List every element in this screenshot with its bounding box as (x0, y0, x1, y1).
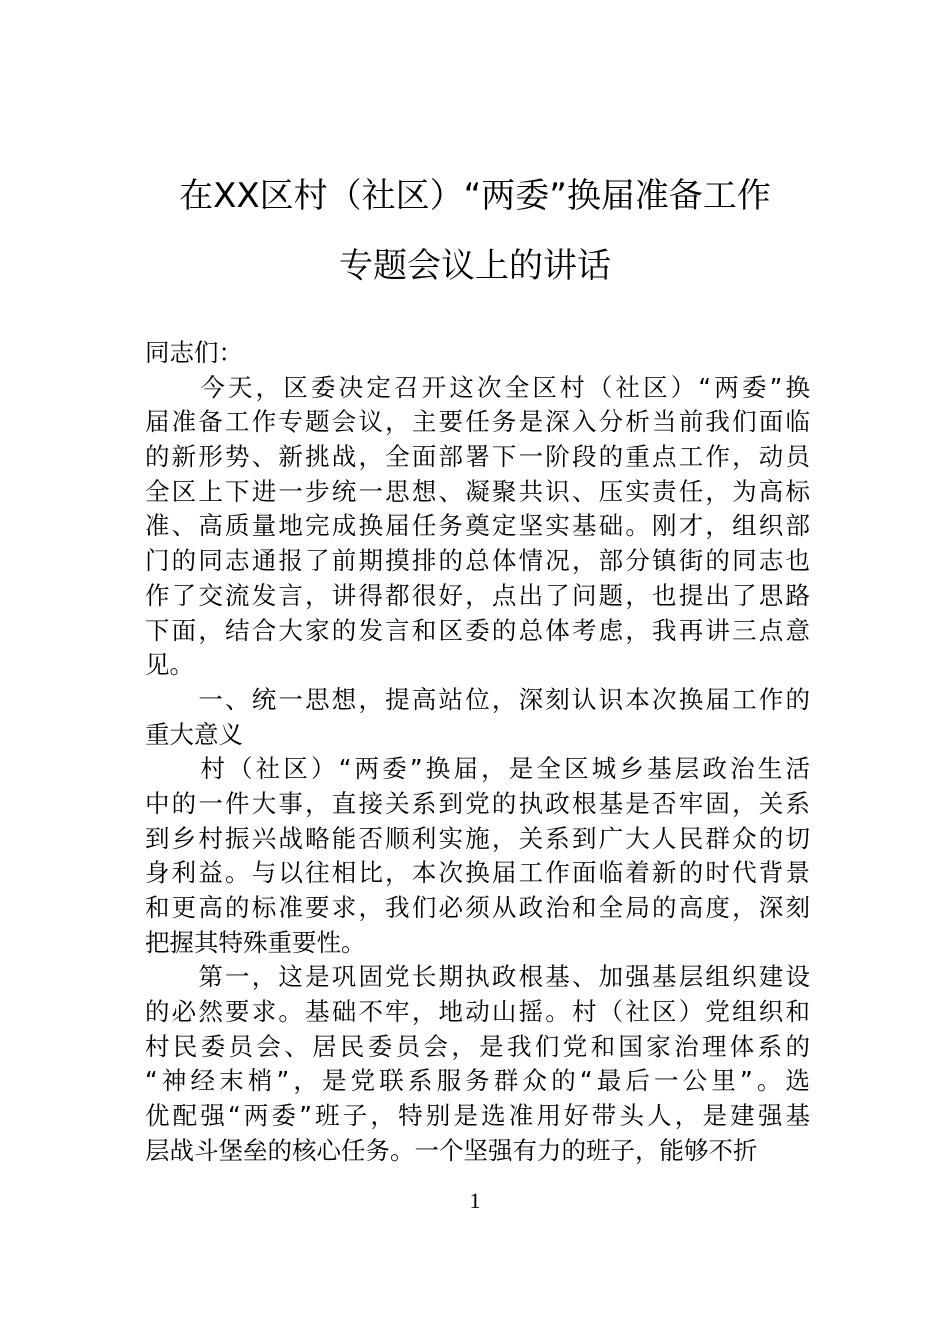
text-line: 身利益。与以往相比，本次换届工作面临着新的时代背景 (145, 858, 810, 888)
document-title-line-1: 在XX区村（社区）“两委”换届准备工作 (179, 176, 771, 216)
paragraph (145, 683, 810, 752)
paragraph (145, 371, 810, 683)
text-line: 一、统一思想，提高站位，深刻认识本次换届工作的 (145, 684, 810, 714)
document-body (145, 336, 810, 1169)
text-line: 见。 (145, 650, 194, 680)
text-line: 同志们： (145, 338, 243, 367)
text-line: 的必然要求。基础不牢，地动山摇。村（社区）党组织和 (145, 997, 810, 1027)
paragraph (145, 336, 810, 371)
text-line: 村（社区）“两委”换届，是全区城乡基层政治生活 (145, 754, 810, 784)
text-line: 中的一件大事，直接关系到党的执政根基是否牢固，关系 (145, 788, 810, 818)
text-line: 优配强“两委”班子，特别是选准用好带头人，是建强基 (145, 1101, 810, 1131)
text-line: 门的同志通报了前期摸排的总体情况，部分镇街的同志也 (145, 546, 810, 576)
text-line: 和更高的标准要求，我们必须从政治和全局的高度，深刻 (145, 893, 810, 922)
text-line: “神经末梢”，是党联系服务群众的“最后一公里”。选 (145, 1066, 810, 1096)
text-line: 准、高质量地完成换届任务奠定坚实基础。刚才，组织部 (145, 511, 810, 541)
text-line: 到乡村振兴战略能否顺利实施，关系到广大人民群众的切 (145, 823, 810, 853)
paragraph (145, 752, 810, 960)
text-line: 把握其特殊重要性。 (145, 927, 366, 957)
document-title-line-2: 专题会议上的讲话 (339, 246, 611, 286)
text-line: 重大意义 (145, 719, 243, 749)
text-line: 村民委员会、居民委员会，是我们党和国家治理体系的 (145, 1031, 810, 1061)
text-line: 第一，这是巩固党长期执政根基、加强基层组织建设 (145, 962, 810, 992)
text-line: 层战斗堡垒的核心任务。一个坚强有力的班子，能够不折 (145, 1135, 758, 1165)
text-line: 作了交流发言，讲得都很好，点出了问题，也提出了思路 (145, 580, 810, 610)
text-line: 今天，区委决定召开这次全区村（社区）“两委”换 (145, 372, 810, 402)
text-line: 届准备工作专题会议，主要任务是深入分析当前我们面临 (145, 407, 810, 437)
page-number: 1 (469, 1188, 481, 1213)
paragraph (145, 960, 810, 1168)
text-line: 全区上下进一步统一思想、凝聚共识、压实责任，为高标 (145, 476, 810, 506)
text-line: 下面，结合大家的发言和区委的总体考虑，我再讲三点意 (145, 615, 810, 645)
text-line: 的新形势、新挑战，全面部署下一阶段的重点工作，动员 (145, 442, 810, 472)
